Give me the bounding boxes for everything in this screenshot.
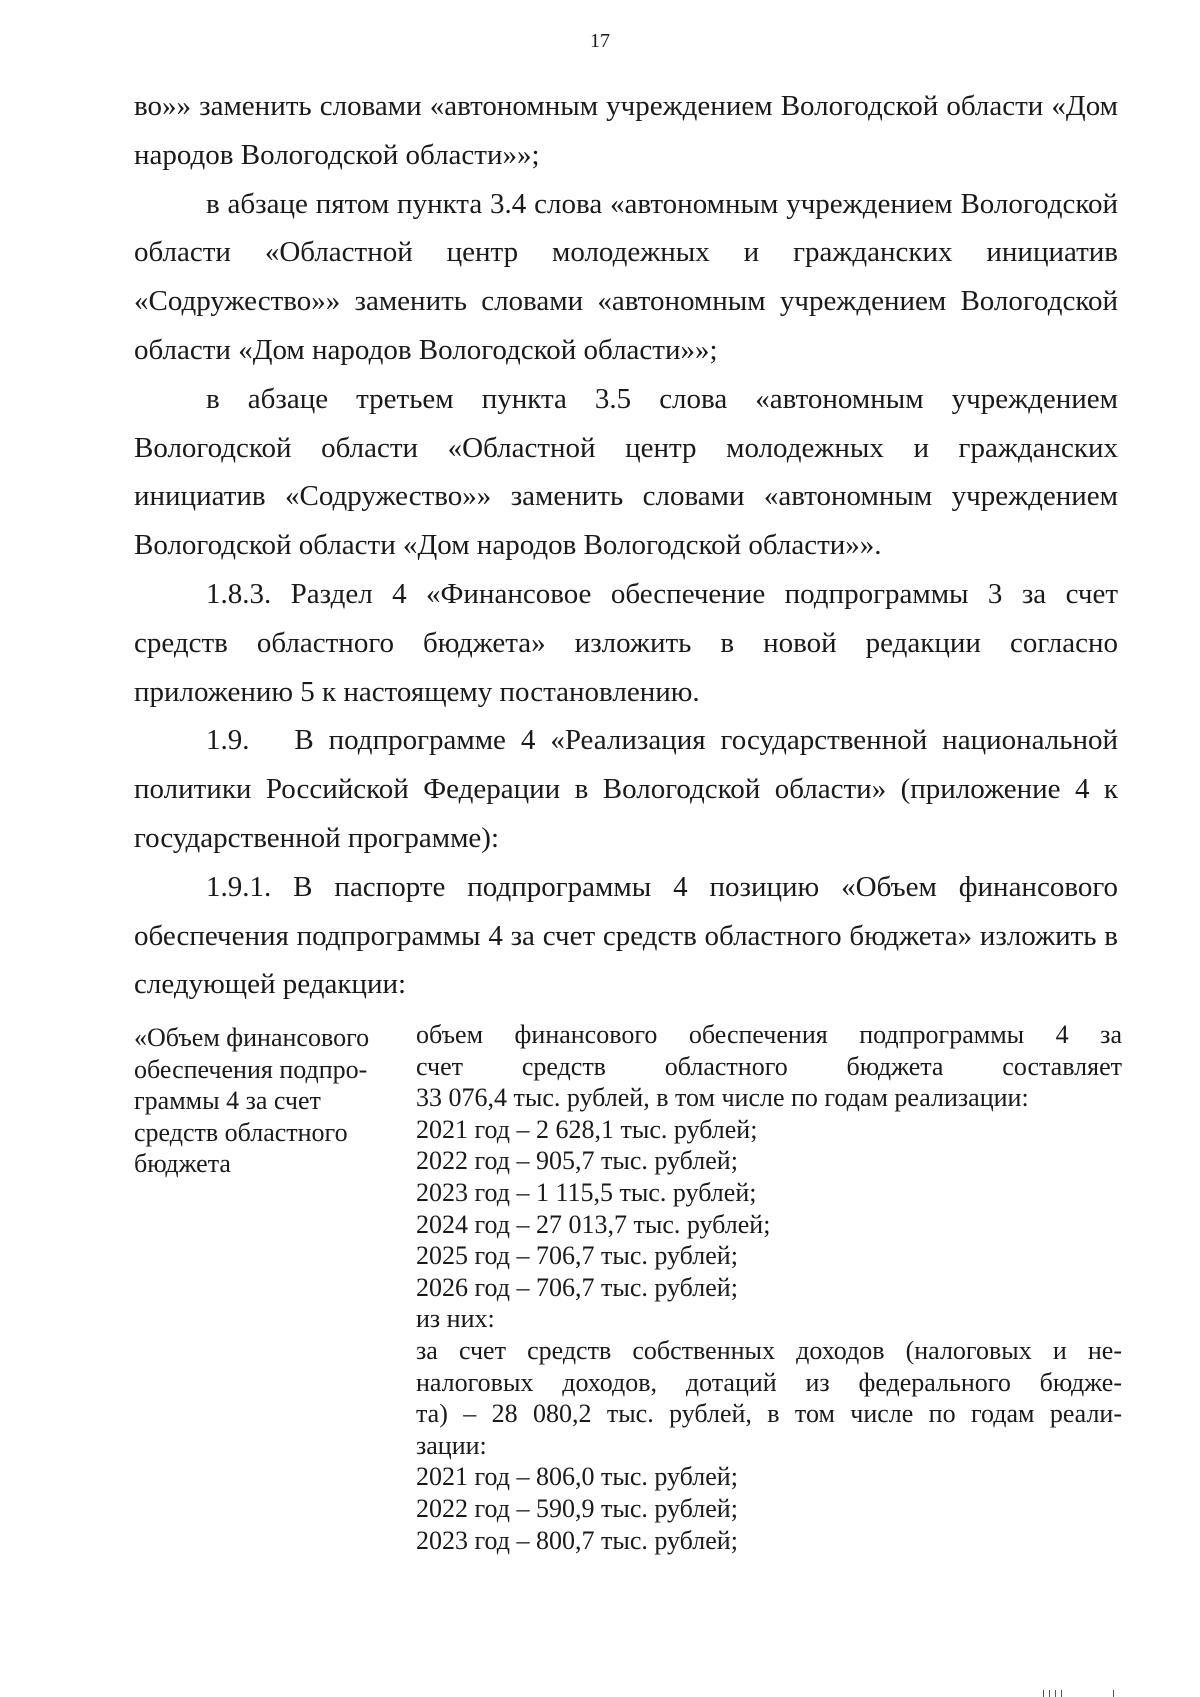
passport-value-line: 2022 год – 590,9 тыс. рублей; (416, 1493, 738, 1523)
passport-value-line: 2022 год – 905,7 тыс. рублей; (416, 1146, 738, 1176)
scan-artifact (1061, 1690, 1062, 1697)
passport-value-line: 2024 год – 27 013,7 тыс. рублей; (416, 1209, 771, 1239)
passport-value-line: та) – 28 080,2 тыс. рублей, в том числе по годам реали- (416, 1399, 1122, 1429)
passport-value-line: 2023 год – 800,7 тыс. рублей; (416, 1525, 738, 1555)
passport-value-line: из них: (416, 1304, 495, 1334)
scan-artifact (1049, 1690, 1050, 1697)
passport-label-line: средств областного (134, 1117, 348, 1147)
scan-artifact (1113, 1690, 1114, 1697)
passport-value-line: 2025 год – 706,7 тыс. рублей; (416, 1241, 738, 1271)
passport-value-line: 2021 год – 2 628,1 тыс. рублей; (416, 1114, 758, 1144)
passport-value-line: объем финансового обеспечения подпрограммы 4 за (416, 1020, 1122, 1049)
paragraph-3-4-amendment: в абзаце пятом пункта 3.4 слова «автономным учреждением Вологодской области «Областной центр молодежных и гражданских инициатив «Содружество»» заменить словами «автономным учреждением Вологодской области «Дом народов Вологодской области»»; (134, 187, 1118, 366)
paragraph-continuation: во»» заменить словами «автономным учреждением Вологодской области «Дом народов Вологодской области»»; (134, 90, 1118, 171)
paragraph-1-9-1: 1.9.1. В паспорте подпрограммы 4 позицию «Объем финансового обеспечения подпрограммы 4 за счет средств областного бюджета» изложить в следующей редакции: (134, 870, 1118, 1001)
scan-artifact (1055, 1690, 1056, 1697)
passport-value-line: 2023 год – 1 115,5 тыс. рублей; (416, 1177, 757, 1207)
paragraph-1-9: 1.9. В подпрограмме 4 «Реализация государственной национальной политики Российской Федерации в Вологодской области» (приложение 4 к государственной программе): (134, 724, 1118, 854)
passport-value-line: налоговых доходов, дотаций из федерального бюдже- (416, 1367, 1122, 1397)
passport-value-line: 2026 год – 706,7 тыс. рублей; (416, 1272, 738, 1302)
paragraph-3-5-amendment: в абзаце третьем пункта 3.5 слова «автономным учреждением Вологодской области «Областной центр молодежных и гражданских инициатив «Содружество»» заменить словами «автономным учреждением Вологодской области «Дом народов Вологодской области»». (134, 382, 1118, 562)
passport-value-line: 2021 год – 806,0 тыс. рублей; (416, 1462, 738, 1492)
passport-label-line: «Объем финансового (134, 1023, 370, 1052)
passport-label-line: обеспечения подпро- (134, 1054, 368, 1084)
passport-value-line: 33 076,4 тыс. рублей, в том числе по годам реализации: (416, 1083, 1029, 1113)
passport-value-line: счет средств областного бюджета составляет (416, 1051, 1122, 1081)
passport-label-line: бюджета (134, 1149, 231, 1179)
passport-label-line: граммы 4 за счет (134, 1086, 321, 1116)
passport-position-label (134, 1022, 396, 1180)
document-body (134, 82, 1118, 1009)
passport-value-line: зации: (416, 1430, 487, 1460)
page-number: 17 (590, 30, 610, 52)
passport-value-line: за счет средств собственных доходов (налоговых и не- (416, 1335, 1122, 1365)
paragraph-1-8-3: 1.8.3. Раздел 4 «Финансовое обеспечение подпрограммы 3 за счет средств областного бюджета» изложить в новой редакции согласно приложению 5 к настоящему постановлению. (134, 577, 1118, 708)
passport-position-value (416, 1019, 1122, 1556)
scan-artifact (1043, 1690, 1044, 1697)
